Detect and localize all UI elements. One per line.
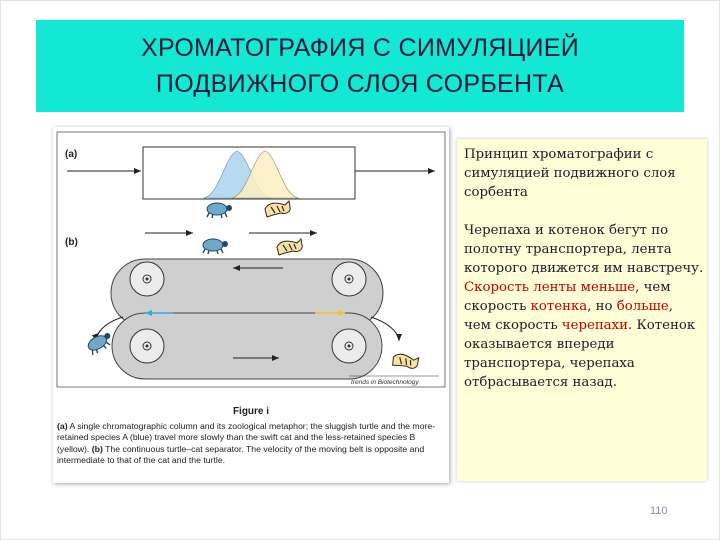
roller-icon [332, 329, 366, 363]
text-panel [457, 139, 707, 481]
text-red-1: Скорость ленты меньше [464, 280, 636, 295]
title-line-2: ПОДВИЖНОГО СЛОЯ СОРБЕНТА [155, 70, 565, 98]
caption-a-text: A single chromatographic column and its zoological metaphor; the sluggish turtle and the more-retained species A (blue) travel more slowly than the swift cat and the less-retained species B (yellow). [57, 421, 436, 454]
text-part-4: , чем скорость [464, 299, 673, 333]
label-b: (b) [65, 237, 78, 248]
text-red-3: больше [616, 299, 669, 314]
figure-caption [57, 421, 445, 467]
turtle-icon [203, 239, 228, 254]
figure-caption-title: Figure i [232, 406, 270, 417]
figure-card [53, 127, 449, 483]
roller-icon [332, 262, 366, 296]
text-part-1: Черепаха и котенок бегут по полотну транспортера, лента которого движется им навстречу. [464, 223, 704, 276]
title-line-1: ХРОМАТОГРАФИЯ С СИМУЛЯЦИЕЙ [140, 34, 579, 62]
roller-icon [130, 262, 164, 296]
watermark: trends in Biotechnology [351, 379, 419, 386]
text-part-2: , чем скорость [464, 280, 671, 314]
cat-icon [265, 201, 290, 217]
caption-a-label: (a) [57, 421, 68, 431]
text-red-2: котенка [530, 299, 588, 314]
page-number: 110 [650, 505, 668, 517]
cat-icon [277, 239, 302, 255]
caption-b-label: (b) [91, 443, 103, 454]
text-paragraph [464, 221, 704, 392]
turtle-icon [86, 330, 115, 355]
text-part-5: . Котенок оказывается впереди транспортера, черепаха отбрасывается назад. [464, 318, 696, 390]
title-box [36, 20, 684, 112]
text-heading: Принцип хроматографии с симуляцией подвижного слоя сорбента [464, 147, 676, 200]
label-a: (a) [65, 149, 78, 160]
cat-icon [391, 350, 420, 374]
turtle-icon [207, 203, 232, 218]
roller-icon [130, 329, 164, 363]
text-part-3: , но [587, 299, 617, 314]
caption-b-text: The continuous turtle–cat separator. The velocity of the moving belt is opposite and intermediate to that of the cat and the turtle. [57, 443, 425, 466]
text-red-4: черепахи [561, 318, 628, 333]
